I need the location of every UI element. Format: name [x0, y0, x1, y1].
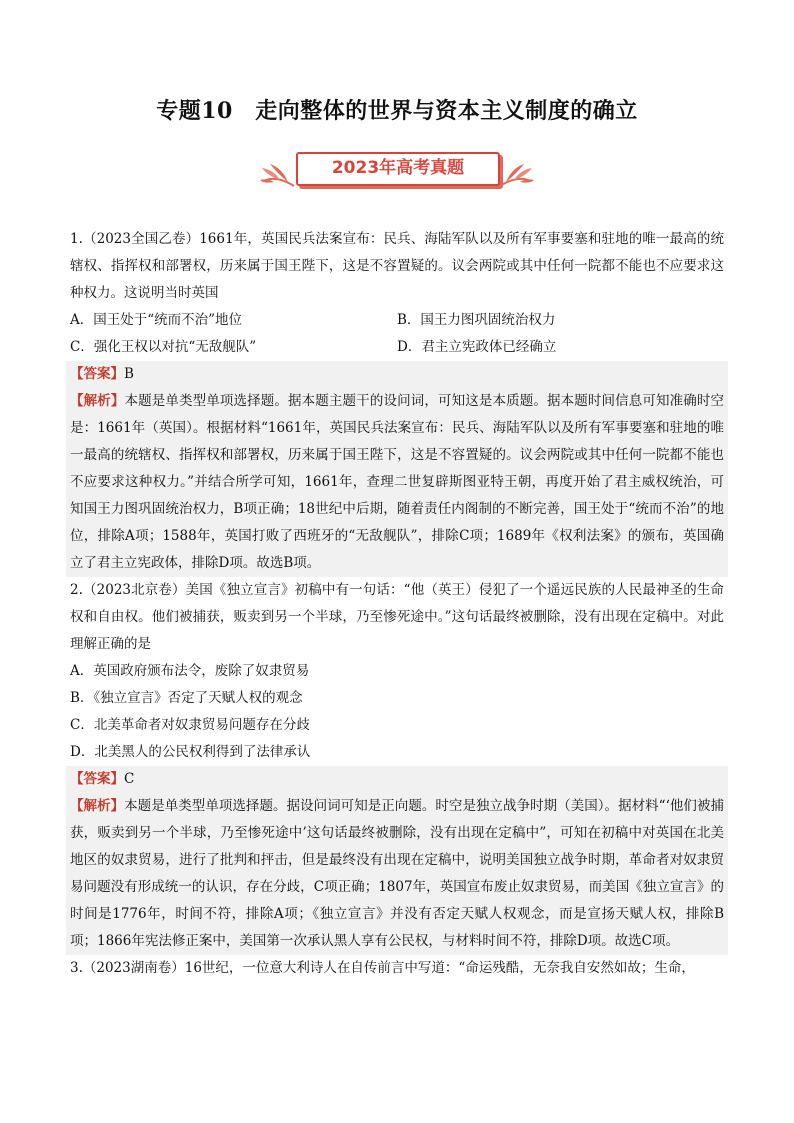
answer-label: 【答案】 [70, 771, 124, 787]
answer-label: 【答案】 [70, 366, 124, 382]
explanation-text: 本题是单类型单项选择题。据设问词可知是正向题。时空是独立战争时期（美国）。据材料“‘他们被捕获，贩卖到另一个半球，乃至惨死途中’这句话最终被删除，没有出现在定稿中”，可知在初稿中对英国在北美地区的奴隶贸易，进行了批判和抨击，但是最终没有出现在定稿中，说明美国独立战争时期，革命者对奴隶贸易问题没有形成统一的认识，存在分歧，C项正确；1807年，英国宣布废止奴隶贸易，而美国《独立宣言》的时间是1776年，时间不符，排除A项；《独立宣言》并没有否定天赋人权观念，而是宣扬天赋人权，排除B项；1866年宪法修正案中，美国第一次承认黑人享有公民权，与材料时间不符，排除D项。故选C项。 [70, 798, 725, 949]
question-2-options [70, 658, 724, 766]
answer-value: B [124, 366, 134, 382]
option-c: C．强化王权以对抗“无敌舰队” [70, 339, 257, 355]
option-a: A．英国政府颁布法令，废除了奴隶贸易 [70, 663, 310, 679]
explanation [70, 793, 724, 955]
option-d: D．君主立宪政体已经确立 [397, 339, 557, 355]
question-list [70, 226, 724, 982]
answer-value: C [124, 771, 135, 787]
question-3-stem: 3.（2023湖南卷）16世纪，一位意大利诗人在自传前言中写道：“命运残酷，无奈我自安然如故；生命， [70, 960, 695, 976]
answer-line [70, 766, 724, 793]
question-1-solution [66, 361, 728, 577]
banner-label: 2023年高考真题 [331, 158, 465, 178]
leaf-left-icon [258, 146, 298, 192]
explanation [70, 388, 724, 577]
option-a: A．国王处于“统而不治”地位 [70, 312, 243, 328]
question-2-stem: 2.（2023北京卷）美国《独立宣言》初稿中有一句话：“他（英王）侵犯了一个遥远民族的人民最神圣的生命权和自由权。他们被捕获，贩卖到另一个半球，乃至惨死途中。”这句话最终被删除，没有出现在定稿中。对此理解正确的是 [70, 582, 724, 652]
explanation-label: 【解析】 [70, 798, 125, 814]
option-b: B．《独立宣言》否定了天赋人权的观念 [70, 690, 303, 706]
explanation-text: 本题是单类型单项选择题。据本题主题干的设问词，可知这是本质题。据本题时间信息可知准确时空是：1661年（英国）。根据材料“1661年，英国民兵法案宣布：民兵、海陆军队以及所有军事要塞和驻地的唯一最高的统辖权、指挥权和部署权，历来属于国王陛下，这是不容置疑的。议会两院或其中任何一院都不能也不应要求这种权力。”并结合所学可知，1661年，查理二世复辟斯图亚特王朝，再度开始了君主威权统治，可知国王力图巩固统治权力，B项正确；18世纪中后期，随着责任内阁制的不断完善，国王处于“统而不治”的地位，排除A项；1588年，英国打败了西班牙的“无敌舰队”，排除C项；1689年《权利法案》的颁布，英国确立了君主立宪政体，排除D项。故选B项。 [70, 393, 725, 571]
question-1-stem: 1.（2023全国乙卷）1661年，英国民兵法案宣布：民兵、海陆军队以及所有军事要塞和驻地的唯一最高的统辖权、指挥权和部署权，历来属于国王陛下，这是不容置疑的。议会两院或其中任何一院都不能也不应要求这种权力。这说明当时英国 [70, 231, 724, 301]
question-1-options [70, 307, 724, 361]
leaf-right-icon [496, 146, 536, 192]
option-d: D．北美黑人的公民权利得到了法律承认 [70, 744, 311, 760]
question-2-solution [66, 766, 728, 955]
explanation-label: 【解析】 [70, 393, 125, 409]
option-c: C．北美革命者对奴隶贸易问题存在分歧 [70, 717, 310, 733]
answer-line [70, 361, 724, 388]
page-title: 专题10 走向整体的世界与资本主义制度的确立 [156, 98, 638, 124]
option-b: B．国王力图巩固统治权力 [397, 312, 556, 328]
banner [258, 146, 536, 192]
